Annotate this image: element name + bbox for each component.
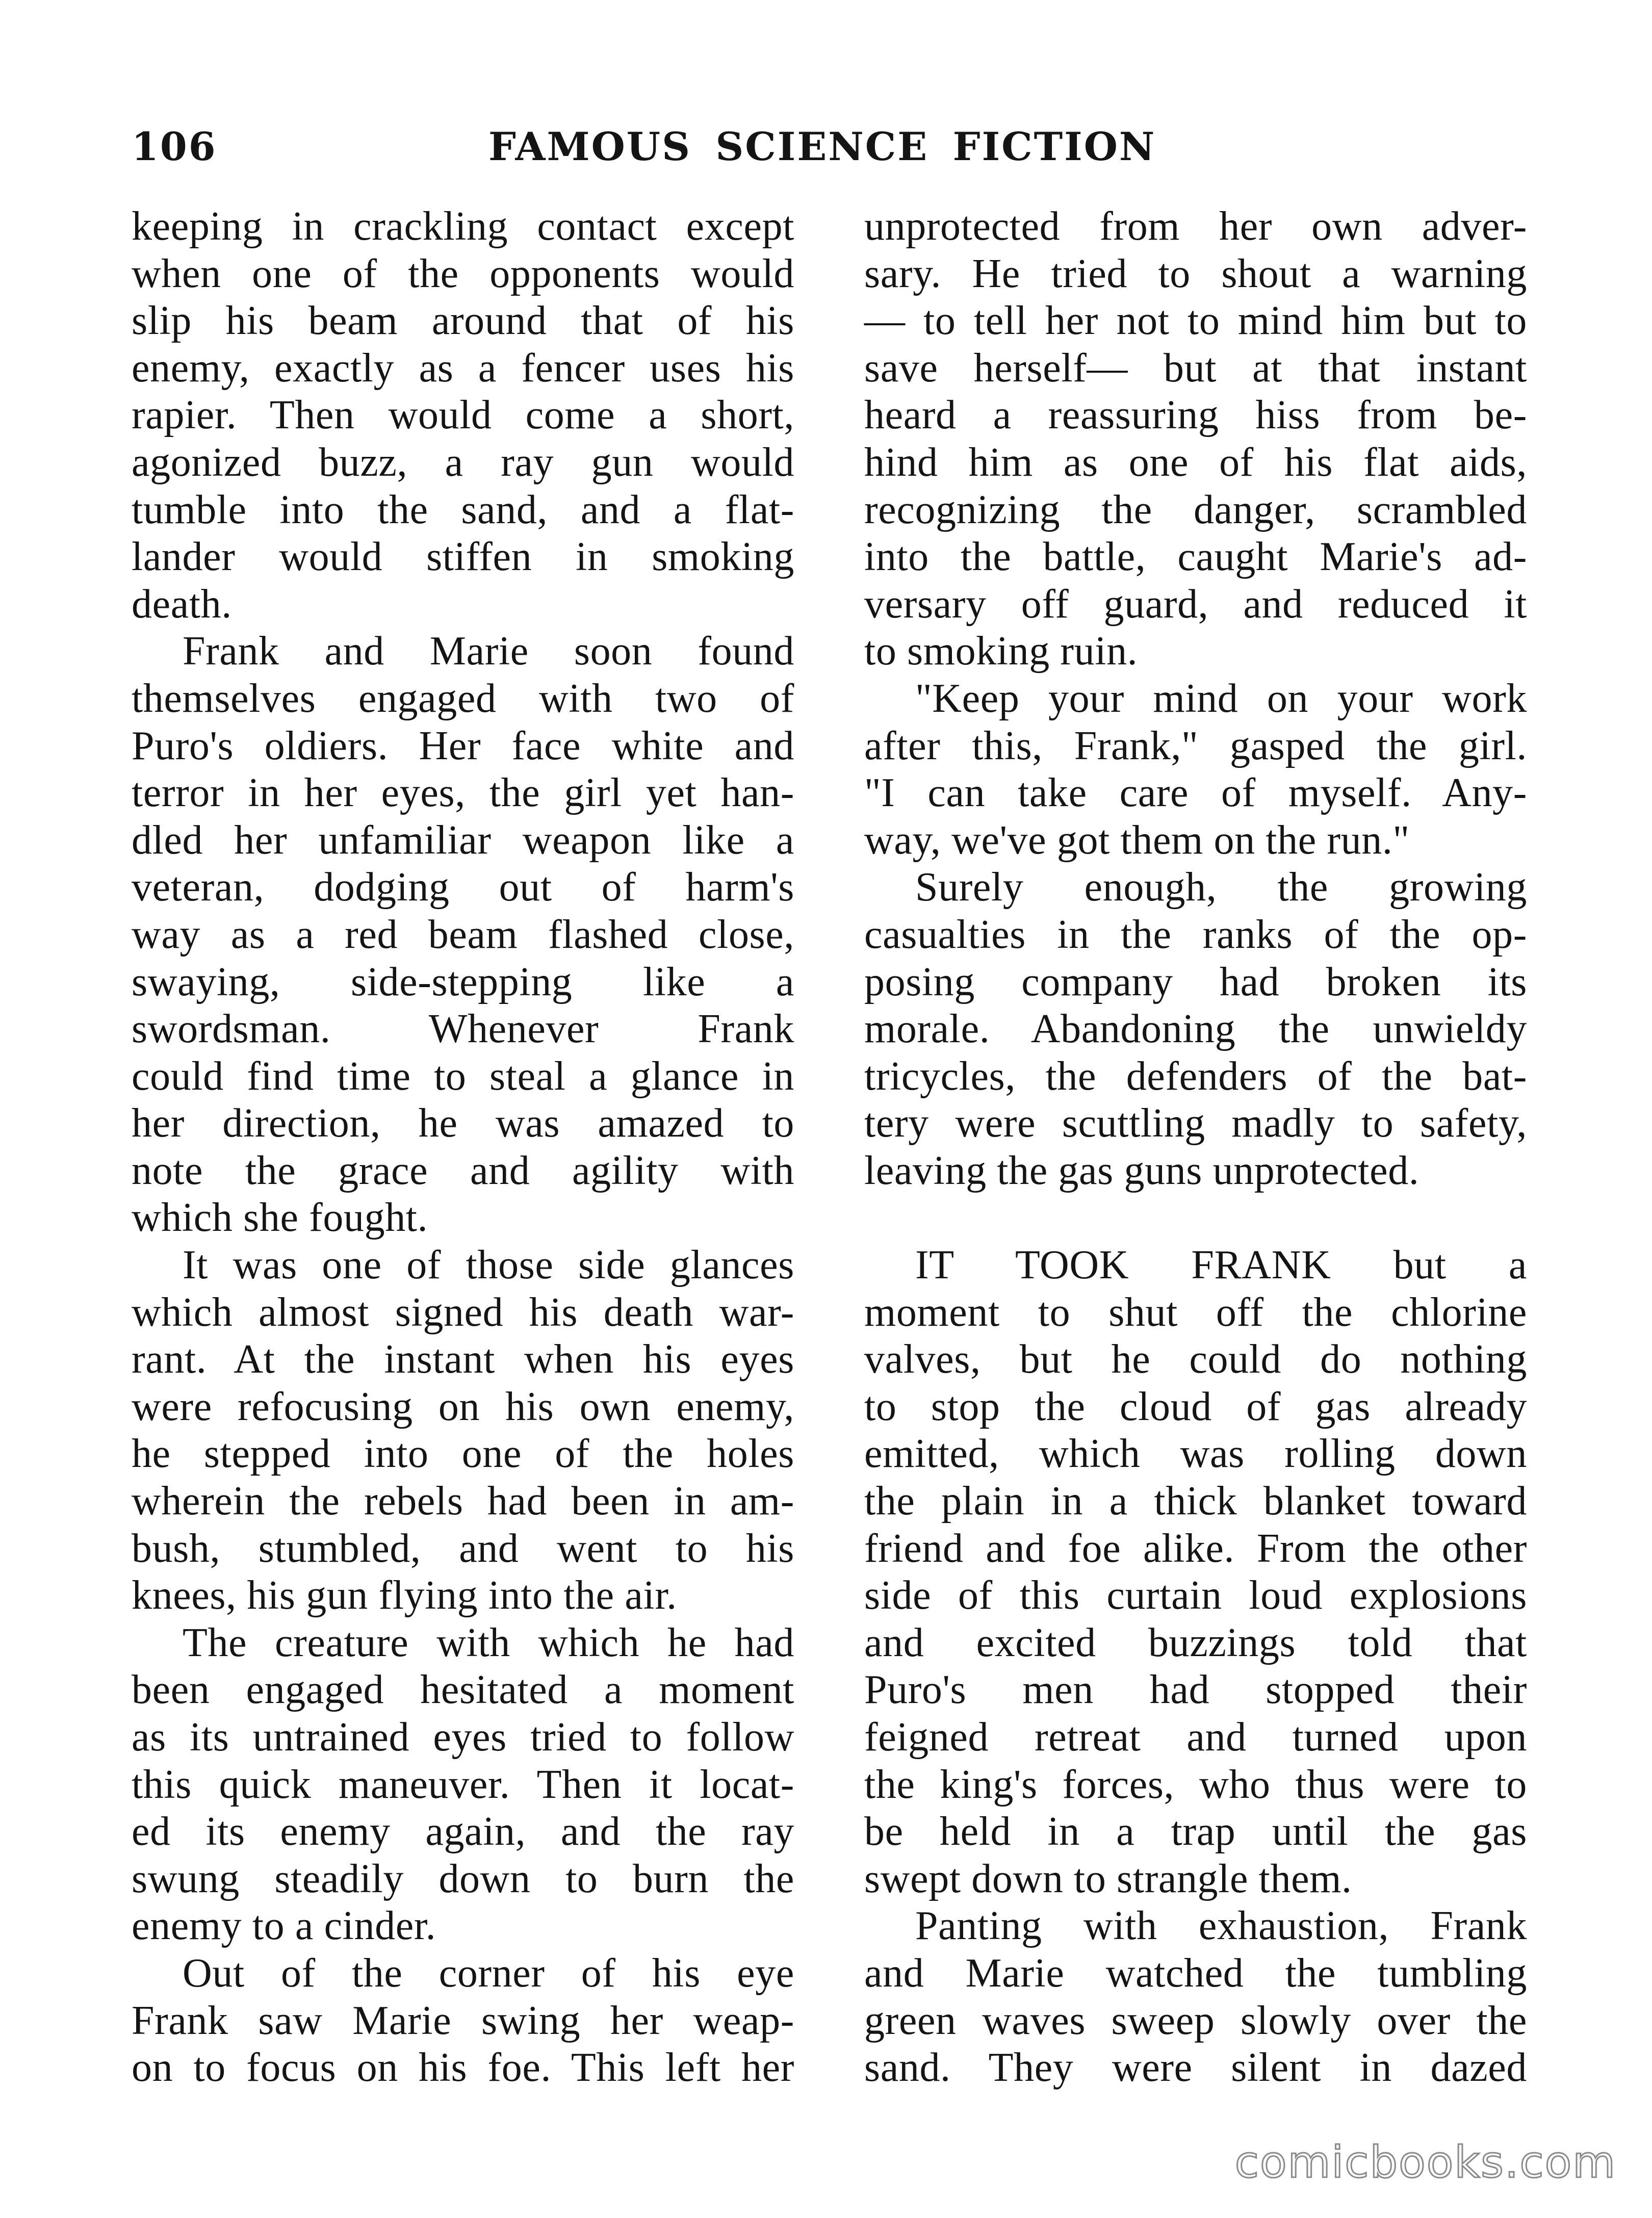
- text-line: Frank saw Marie swing her weap-: [132, 1998, 794, 2043]
- text-line: terror in her eyes, the girl yet han-: [132, 770, 794, 816]
- watermark: comicbooks.com: [1234, 2137, 1616, 2188]
- text-line: themselves engaged with two of: [132, 676, 794, 721]
- text-line: after this, Frank," gasped the girl.: [864, 723, 1527, 768]
- text-line: into the battle, caught Marie's ad-: [864, 534, 1527, 580]
- text-line: recognizing the danger, scrambled: [864, 487, 1527, 532]
- text-line: could find time to steal a glance in: [132, 1053, 794, 1099]
- text-line: It was one of those side glances: [183, 1243, 794, 1288]
- text-line: rant. At the instant when his eyes: [132, 1337, 794, 1382]
- text-line: valves, but he could do nothing: [864, 1337, 1527, 1382]
- text-line: the king's forces, who thus were to: [864, 1762, 1527, 1807]
- text-line: to stop the cloud of gas already: [864, 1384, 1527, 1429]
- running-head: [132, 116, 1529, 177]
- text-line: side of this curtain loud explosions: [864, 1573, 1527, 1618]
- text-line: Puro's oldiers. Her face white and: [132, 723, 794, 768]
- text-line: sand. They were silent in dazed: [864, 2045, 1527, 2091]
- text-line: were refocusing on his own enemy,: [132, 1384, 794, 1429]
- text-line: and excited buzzings told that: [864, 1620, 1527, 1665]
- text-line: this quick maneuver. Then it locat-: [132, 1762, 794, 1807]
- text-column-left: [132, 203, 794, 2092]
- text-line: [864, 1194, 1527, 1242]
- text-line: Out of the corner of his eye: [183, 1950, 794, 1996]
- text-line: keeping in crackling contact except: [132, 204, 794, 249]
- text-line: when one of the opponents would: [132, 251, 794, 296]
- text-line: veteran, dodging out of harm's: [132, 865, 794, 910]
- text-line: death.: [132, 581, 232, 627]
- text-line: leaving the gas guns unprotected.: [864, 1148, 1419, 1193]
- text-line: tumble into the sand, and a flat-: [132, 487, 794, 532]
- text-line: "I can take care of myself. Any-: [864, 770, 1527, 816]
- text-line: morale. Abandoning the unwieldy: [864, 1007, 1527, 1052]
- text-line: "Keep your mind on your work: [915, 676, 1527, 721]
- text-line: tery were scuttling madly to safety,: [864, 1101, 1527, 1146]
- text-line: and Marie watched the tumbling: [864, 1950, 1527, 1996]
- text-line: Puro's men had stopped their: [864, 1667, 1527, 1713]
- text-line: swaying, side-stepping like a: [132, 959, 794, 1004]
- text-line: the plain in a thick blanket toward: [864, 1479, 1527, 1524]
- text-line: enemy, exactly as a fencer uses his: [132, 345, 794, 391]
- text-line: slip his beam around that of his: [132, 298, 794, 344]
- text-line: as its untrained eyes tried to follow: [132, 1715, 794, 1760]
- text-line: — to tell her not to mind him but to: [864, 298, 1527, 344]
- text-line: to smoking ruin.: [864, 629, 1138, 674]
- text-line: tricycles, the defenders of the bat-: [864, 1053, 1527, 1099]
- text-line: way, we've got them on the run.": [864, 817, 1410, 863]
- page-number: 106: [132, 124, 217, 169]
- text-line: way as a red beam flashed close,: [132, 912, 794, 957]
- text-line: rapier. Then would come a short,: [132, 393, 794, 438]
- text-line: casualties in the ranks of the op-: [864, 912, 1527, 957]
- text-line: be held in a trap until the gas: [864, 1809, 1527, 1854]
- text-line: bush, stumbled, and went to his: [132, 1526, 794, 1571]
- text-line: ed its enemy again, and the ray: [132, 1809, 794, 1854]
- text-line: hind him as one of his flat aids,: [864, 440, 1527, 485]
- text-line: The creature with which he had: [183, 1620, 794, 1665]
- text-line: swung steadily down to burn the: [132, 1856, 794, 1901]
- text-line: moment to shut off the chlorine: [864, 1289, 1527, 1335]
- text-line: which she fought.: [132, 1195, 428, 1241]
- text-line: sary. He tried to shout a warning: [864, 251, 1527, 296]
- text-line: wherein the rebels had been in am-: [132, 1479, 794, 1524]
- text-line: versary off guard, and reduced it: [864, 581, 1527, 627]
- text-line: he stepped into one of the holes: [132, 1431, 794, 1477]
- text-line: feigned retreat and turned upon: [864, 1715, 1527, 1760]
- text-line: note the grace and agility with: [132, 1148, 794, 1193]
- text-line: Frank and Marie soon found: [183, 629, 794, 674]
- text-line: her direction, he was amazed to: [132, 1101, 794, 1146]
- text-line: swept down to strangle them.: [864, 1856, 1352, 1901]
- text-line: unprotected from her own adver-: [864, 204, 1527, 249]
- text-line: dled her unfamiliar weapon like a: [132, 817, 794, 863]
- text-line: Panting with exhaustion, Frank: [915, 1903, 1527, 1949]
- publication-title: FAMOUS SCIENCE FICTION: [488, 124, 1156, 169]
- text-line: save herself— but at that instant: [864, 345, 1527, 391]
- text-line: lander would stiffen in smoking: [132, 534, 794, 580]
- text-line: knees, his gun flying into the air.: [132, 1573, 677, 1618]
- text-line: enemy to a cinder.: [132, 1903, 436, 1949]
- text-line: posing company had broken its: [864, 959, 1527, 1004]
- text-line: heard a reassuring hiss from be-: [864, 393, 1527, 438]
- text-line: agonized buzz, a ray gun would: [132, 440, 794, 485]
- text-line: IT TOOK FRANK but a: [915, 1243, 1527, 1288]
- text-column-right: [864, 203, 1527, 2092]
- text-line: Surely enough, the growing: [915, 865, 1527, 910]
- text-line: which almost signed his death war-: [132, 1289, 794, 1335]
- text-line: emitted, which was rolling down: [864, 1431, 1527, 1477]
- text-line: on to focus on his foe. This left her: [132, 2045, 794, 2091]
- text-line: friend and foe alike. From the other: [864, 1526, 1527, 1571]
- text-line: green waves sweep slowly over the: [864, 1998, 1527, 2043]
- text-line: swordsman. Whenever Frank: [132, 1007, 794, 1052]
- text-line: been engaged hesitated a moment: [132, 1667, 794, 1713]
